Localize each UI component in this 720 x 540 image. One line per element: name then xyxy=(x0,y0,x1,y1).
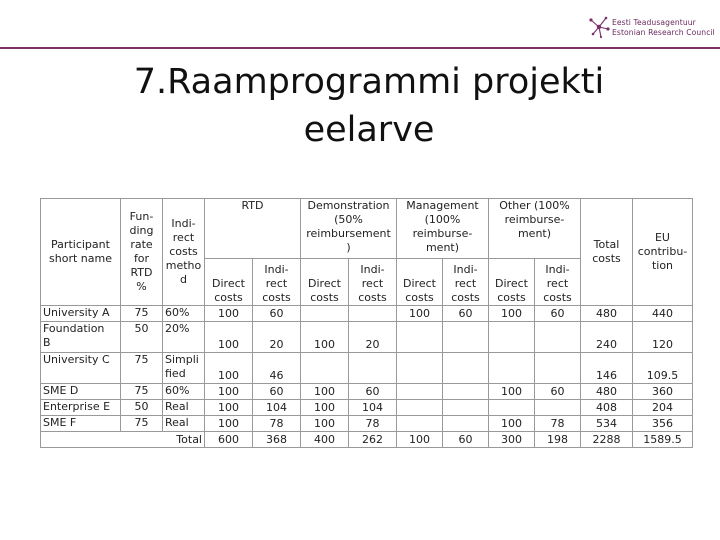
cell-man-i: 60 xyxy=(443,306,489,322)
participant-5-line-1: SME F xyxy=(43,416,77,429)
indirect-method xyxy=(163,384,205,400)
cell-dem-i: 60 xyxy=(349,384,397,400)
rtd-direct-line-2: costs xyxy=(214,291,243,304)
cell-oth-d xyxy=(489,353,535,384)
method-2-line-1: Simpli xyxy=(165,353,199,366)
management-header-line-3: reimburse- xyxy=(412,227,473,240)
total-rtd-d: 600 xyxy=(205,432,253,448)
total-header-line-1: Total xyxy=(593,238,620,251)
other-direct-line-1: Direct xyxy=(495,277,528,290)
method-4-line-1: Real xyxy=(165,400,189,413)
participant-name xyxy=(41,322,121,353)
cell-dem-d: 100 xyxy=(301,416,349,432)
total-oth-d: 300 xyxy=(489,432,535,448)
logo-star-icon xyxy=(586,14,612,40)
method-2-line-2: fied xyxy=(165,367,186,380)
total-oth-i: 198 xyxy=(535,432,581,448)
management-header-line-1: Management xyxy=(406,199,479,212)
participant-header-line-2: short name xyxy=(49,252,112,265)
funding-header-line-4: for xyxy=(133,252,150,265)
rtd-indirect-line-1: Indi- xyxy=(264,263,289,276)
header-indirect-method xyxy=(163,199,205,306)
participant-name xyxy=(41,306,121,322)
title-line-1: 7.Raamprogrammi projekti xyxy=(133,62,605,102)
cell-dem-d: 100 xyxy=(301,322,349,353)
total-man-i: 60 xyxy=(443,432,489,448)
total-total: 2288 xyxy=(581,432,633,448)
cell-dem-i: 104 xyxy=(349,400,397,416)
eu-header-line-3: tion xyxy=(651,259,674,272)
participant-name xyxy=(41,416,121,432)
cell-rtd-i: 104 xyxy=(253,400,301,416)
participant-3-line-1: SME D xyxy=(43,384,79,397)
demonstration-indirect-line-3: costs xyxy=(358,291,387,304)
cell-total: 534 xyxy=(581,416,633,432)
other-header-line-1: Other (100% xyxy=(499,199,570,212)
header-row-1 xyxy=(41,199,693,259)
management-indirect-costs-header xyxy=(443,259,489,306)
total-dem-d: 400 xyxy=(301,432,349,448)
total-header-line-2: costs xyxy=(592,252,621,265)
indirect-method xyxy=(163,306,205,322)
cell-oth-i xyxy=(535,400,581,416)
cell-rtd-d: 100 xyxy=(205,353,253,384)
demonstration-indirect-line-1: Indi- xyxy=(360,263,385,276)
header-management xyxy=(397,199,489,259)
cell-rtd-d: 100 xyxy=(205,306,253,322)
cell-man-d xyxy=(397,400,443,416)
rtd-direct-line-1: Direct xyxy=(212,277,245,290)
total-rtd-i: 368 xyxy=(253,432,301,448)
demonstration-direct-costs-header xyxy=(301,259,349,306)
management-direct-line-2: costs xyxy=(405,291,434,304)
participant-4-line-1: Enterprise E xyxy=(43,400,111,413)
other-indirect-line-1: Indi- xyxy=(545,263,570,276)
rtd-direct-costs-header xyxy=(205,259,253,306)
management-indirect-line-1: Indi- xyxy=(453,263,478,276)
cell-oth-i: 60 xyxy=(535,306,581,322)
cell-oth-i xyxy=(535,322,581,353)
demonstration-header-line-4: ) xyxy=(346,241,351,254)
cell-total: 240 xyxy=(581,322,633,353)
method-header-line-1: Indi- xyxy=(171,217,196,230)
cell-eu: 109.5 xyxy=(633,353,693,384)
cell-total: 408 xyxy=(581,400,633,416)
header-eu-contribution xyxy=(633,199,693,306)
cell-total: 146 xyxy=(581,353,633,384)
cell-rtd-i: 46 xyxy=(253,353,301,384)
management-indirect-line-2: rect xyxy=(454,277,477,290)
funding-rate: 50 xyxy=(121,322,163,353)
logo-text-english: Estonian Research Council xyxy=(612,28,715,37)
total-eu: 1589.5 xyxy=(633,432,693,448)
demonstration-header-line-3: reimbursement xyxy=(306,227,391,240)
demonstration-direct-line-2: costs xyxy=(310,291,339,304)
funding-rate: 75 xyxy=(121,306,163,322)
funding-rate: 50 xyxy=(121,400,163,416)
header-participant xyxy=(41,199,121,306)
rtd-indirect-line-2: rect xyxy=(265,277,288,290)
total-row xyxy=(41,432,693,448)
cell-oth-i: 60 xyxy=(535,384,581,400)
cell-man-i xyxy=(443,322,489,353)
management-header-line-2: (100% xyxy=(424,213,461,226)
method-3-line-1: 60% xyxy=(165,384,190,397)
total-label: Total xyxy=(41,432,205,448)
cell-oth-i xyxy=(535,353,581,384)
cell-dem-d: 100 xyxy=(301,384,349,400)
indirect-method xyxy=(163,416,205,432)
cell-rtd-i: 78 xyxy=(253,416,301,432)
method-0-line-1: 60% xyxy=(165,306,190,319)
demonstration-header-line-2: (50% xyxy=(334,213,363,226)
other-indirect-costs-header xyxy=(535,259,581,306)
cell-man-d: 100 xyxy=(397,306,443,322)
header-total-costs xyxy=(581,199,633,306)
method-5-line-1: Real xyxy=(165,416,189,429)
cell-dem-d xyxy=(301,306,349,322)
method-1-line-1: 20% xyxy=(165,322,190,335)
management-indirect-line-3: costs xyxy=(451,291,480,304)
cell-eu: 120 xyxy=(633,322,693,353)
funding-header-line-1: Fun- xyxy=(129,210,154,223)
funding-rate: 75 xyxy=(121,353,163,384)
method-header-line-2: rect xyxy=(172,231,195,244)
indirect-method xyxy=(163,353,205,384)
cell-man-d xyxy=(397,322,443,353)
header-other xyxy=(489,199,581,259)
table-row xyxy=(41,322,693,353)
budget-table xyxy=(40,198,693,448)
participant-name xyxy=(41,400,121,416)
table-row xyxy=(41,306,693,322)
estonian-research-council-logo xyxy=(586,14,716,42)
cell-eu: 204 xyxy=(633,400,693,416)
indirect-method xyxy=(163,400,205,416)
cell-oth-d: 100 xyxy=(489,306,535,322)
rtd-indirect-line-3: costs xyxy=(262,291,291,304)
table-row xyxy=(41,384,693,400)
title-line-2: eelarve xyxy=(303,110,435,150)
cell-man-d xyxy=(397,353,443,384)
cell-rtd-d: 100 xyxy=(205,322,253,353)
eu-header-line-1: EU xyxy=(654,231,670,244)
logo-text-estonian: Eesti Teadusagentuur xyxy=(612,18,696,27)
other-direct-line-2: costs xyxy=(497,291,526,304)
cell-rtd-i: 60 xyxy=(253,306,301,322)
other-indirect-line-3: costs xyxy=(543,291,572,304)
cell-eu: 356 xyxy=(633,416,693,432)
participant-1-line-1: Foundation xyxy=(43,322,105,335)
cell-rtd-d: 100 xyxy=(205,400,253,416)
funding-rate: 75 xyxy=(121,384,163,400)
cell-total: 480 xyxy=(581,306,633,322)
cell-oth-d xyxy=(489,322,535,353)
cell-man-i xyxy=(443,384,489,400)
management-direct-line-1: Direct xyxy=(403,277,436,290)
cell-oth-d: 100 xyxy=(489,416,535,432)
header-rtd: RTD xyxy=(205,199,301,259)
funding-header-line-5: RTD xyxy=(130,266,153,279)
cell-man-d xyxy=(397,384,443,400)
management-header-line-4: ment) xyxy=(425,241,460,254)
funding-rate: 75 xyxy=(121,416,163,432)
method-header-line-3: costs xyxy=(169,245,198,258)
other-indirect-line-2: rect xyxy=(546,277,569,290)
cell-eu: 440 xyxy=(633,306,693,322)
other-header-line-3: ment) xyxy=(517,227,552,240)
cell-dem-d xyxy=(301,353,349,384)
participant-name xyxy=(41,353,121,384)
table-row xyxy=(41,400,693,416)
cell-oth-i: 78 xyxy=(535,416,581,432)
header-demonstration xyxy=(301,199,397,259)
total-dem-i: 262 xyxy=(349,432,397,448)
funding-header-line-6: % xyxy=(136,280,147,293)
cell-rtd-i: 60 xyxy=(253,384,301,400)
funding-header-line-3: rate xyxy=(130,238,153,251)
management-direct-costs-header xyxy=(397,259,443,306)
demonstration-indirect-line-2: rect xyxy=(361,277,384,290)
participant-0-line-1: University A xyxy=(43,306,110,319)
indirect-method xyxy=(163,322,205,353)
table-row xyxy=(41,416,693,432)
total-man-d: 100 xyxy=(397,432,443,448)
other-header-line-2: reimburse- xyxy=(504,213,565,226)
method-header-line-4: metho xyxy=(165,259,202,272)
header-rule xyxy=(0,47,720,49)
participant-name xyxy=(41,384,121,400)
funding-header-line-2: ding xyxy=(129,224,154,237)
participant-header-line-1: Participant xyxy=(51,238,110,251)
rtd-indirect-costs-header xyxy=(253,259,301,306)
cell-dem-i: 78 xyxy=(349,416,397,432)
demonstration-direct-line-1: Direct xyxy=(308,277,341,290)
participant-1-line-2: B xyxy=(43,336,51,349)
cell-man-d xyxy=(397,416,443,432)
cell-dem-i: 20 xyxy=(349,322,397,353)
header-funding-rate xyxy=(121,199,163,306)
other-direct-costs-header xyxy=(489,259,535,306)
cell-oth-d: 100 xyxy=(489,384,535,400)
table-row xyxy=(41,353,693,384)
cell-oth-d xyxy=(489,400,535,416)
cell-rtd-d: 100 xyxy=(205,384,253,400)
slide-title xyxy=(0,58,720,154)
cell-eu: 360 xyxy=(633,384,693,400)
participant-2-line-1: University C xyxy=(43,353,110,366)
cell-dem-i xyxy=(349,306,397,322)
cell-man-i xyxy=(443,400,489,416)
cell-dem-i xyxy=(349,353,397,384)
eu-header-line-2: contribu- xyxy=(637,245,688,258)
cell-total: 480 xyxy=(581,384,633,400)
cell-dem-d: 100 xyxy=(301,400,349,416)
cell-man-i xyxy=(443,416,489,432)
demonstration-header-line-1: Demonstration xyxy=(307,199,390,212)
cell-man-i xyxy=(443,353,489,384)
cell-rtd-d: 100 xyxy=(205,416,253,432)
demonstration-indirect-costs-header xyxy=(349,259,397,306)
cell-rtd-i: 20 xyxy=(253,322,301,353)
method-header-line-5: d xyxy=(180,273,187,286)
